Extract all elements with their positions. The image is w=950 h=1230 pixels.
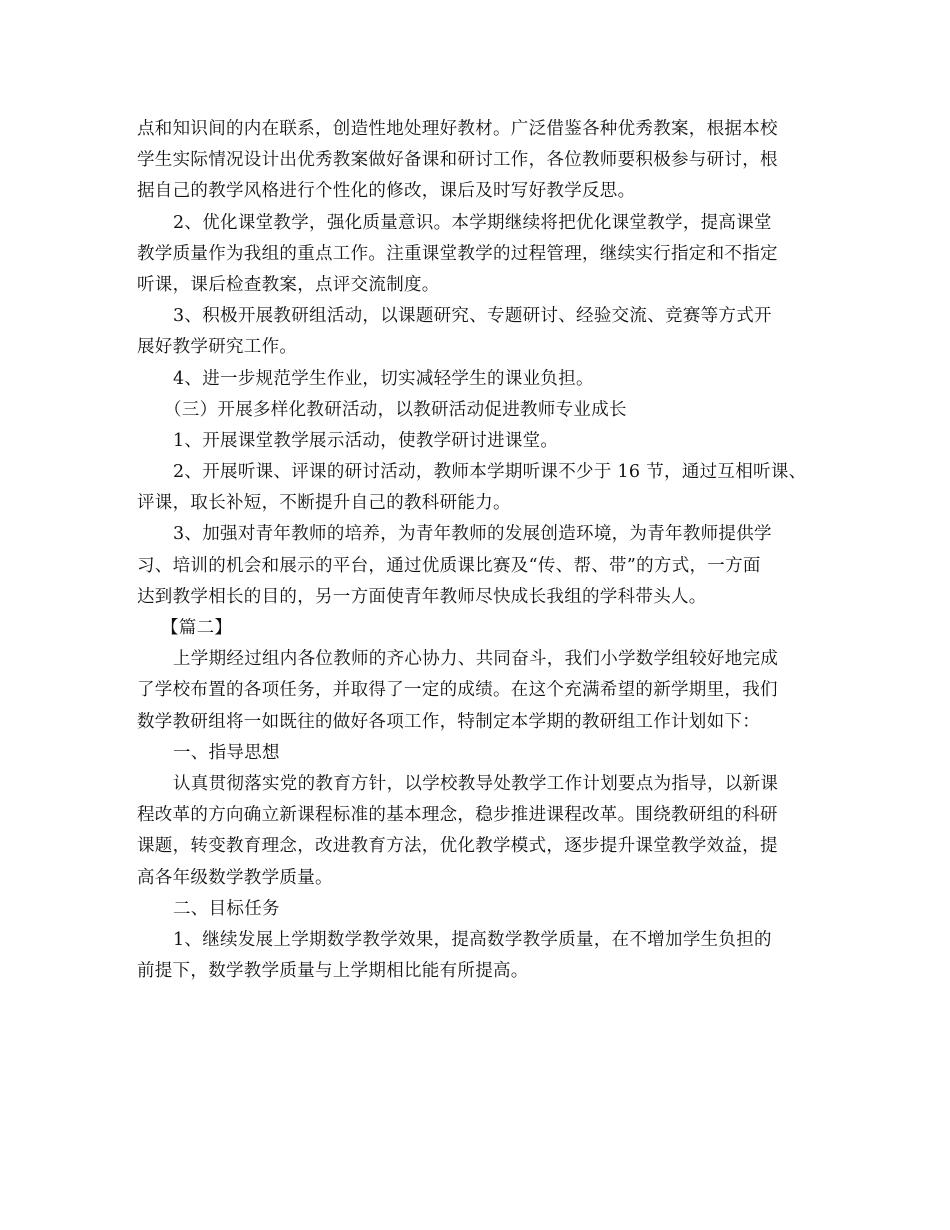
paragraph-item-2	[137, 208, 827, 302]
text-line: 4、进一步规范学生作业，切实减轻学生的课业负担。	[173, 368, 594, 389]
article-heading	[137, 613, 827, 644]
paragraph-continuation	[137, 114, 827, 208]
text-line: 一、指导思想	[173, 742, 280, 763]
text-line: 课题，转变教育理念，改进教育方法，优化教学模式，逐步提升课堂教学效益，提	[137, 836, 778, 857]
text-line: 听课，课后检查教案，点评交流制度。	[137, 274, 440, 295]
section-heading-3	[137, 395, 827, 426]
text-line: 点和知识间的内在联系，创造性地处理好教材。广泛借鉴各种优秀教案，根据本校	[137, 119, 778, 139]
text-line: 教学质量作为我组的重点工作。注重课堂教学的过程管理，继续实行指定和不指定	[137, 243, 778, 264]
text-line: 2、优化课堂教学，强化质量意识。本学期继续将把优化课堂教学，提高课堂	[173, 212, 772, 233]
text-line: 1、继续发展上学期数学教学效果，提高数学教学质量，在不增加学生负担的	[173, 929, 772, 950]
paragraph-item-4	[137, 364, 827, 395]
text-line: 2、开展听课、评课的研讨活动，教师本学期听课不少于 16 节，通过互相听课、	[173, 462, 807, 483]
document-body	[137, 114, 827, 987]
section-heading-guiding	[137, 738, 827, 769]
paragraph-item-3	[137, 301, 827, 363]
text-line: 达到教学相长的目的，另一方面使青年教师尽快成长我组的学科带头人。	[137, 586, 707, 607]
paragraph-activity-3	[137, 519, 827, 613]
text-line: 了学校布置的各项任务，并取得了一定的成绩。在这个充满希望的新学期里，我们	[137, 680, 778, 701]
paragraph-activity-2	[137, 457, 827, 519]
text-line: 前提下，数学教学质量与上学期相比能有所提高。	[137, 961, 529, 982]
text-line: 3、积极开展教研组活动，以课题研究、专题研讨、经验交流、竞赛等方式开	[173, 306, 772, 327]
text-line: 据自己的教学风格进行个性化的修改，课后及时写好教学反思。	[137, 181, 636, 202]
text-line: 【篇二】	[161, 618, 233, 638]
section-heading-goals	[137, 894, 827, 925]
text-line: 二、目标任务	[173, 898, 280, 919]
text-line: 程改革的方向确立新课程标准的基本理念，稳步推进课程改革。围绕教研组的科研	[137, 805, 778, 826]
text-line: 评课，取长补短，不断提升自己的教科研能力。	[137, 493, 511, 514]
text-line: （三）开展多样化教研活动，以教研活动促进教师专业成长	[164, 399, 627, 420]
text-line: 3、加强对青年教师的培养，为青年教师的发展创造环境，为青年教师提供学	[173, 524, 772, 545]
text-line: 学生实际情况设计出优秀教案做好备课和研讨工作，各位教师要积极参与研讨，根	[137, 150, 778, 171]
text-line: 1、开展课堂教学展示活动，使教学研讨进课堂。	[173, 430, 559, 451]
text-line: 认真贯彻落实党的教育方针，以学校教导处教学工作计划要点为指导，以新课	[173, 773, 779, 794]
text-line: 数学教研组将一如既往的做好各项工作，特制定本学期的教研组工作计划如下：	[137, 711, 760, 732]
paragraph-activity-1	[137, 426, 827, 457]
text-line: 展好教学研究工作。	[137, 337, 298, 358]
paragraph-guiding	[137, 769, 827, 894]
paragraph-goal-1	[137, 925, 827, 987]
text-line: 上学期经过组内各位教师的齐心协力、共同奋斗，我们小学数学组较好地完成	[173, 649, 779, 670]
text-line: 高各年级数学教学质量。	[137, 867, 333, 888]
text-line: 习、培训的机会和展示的平台，通过优质课比赛及“传、帮、带”的方式，一方面	[137, 555, 761, 576]
paragraph-intro	[137, 644, 827, 738]
